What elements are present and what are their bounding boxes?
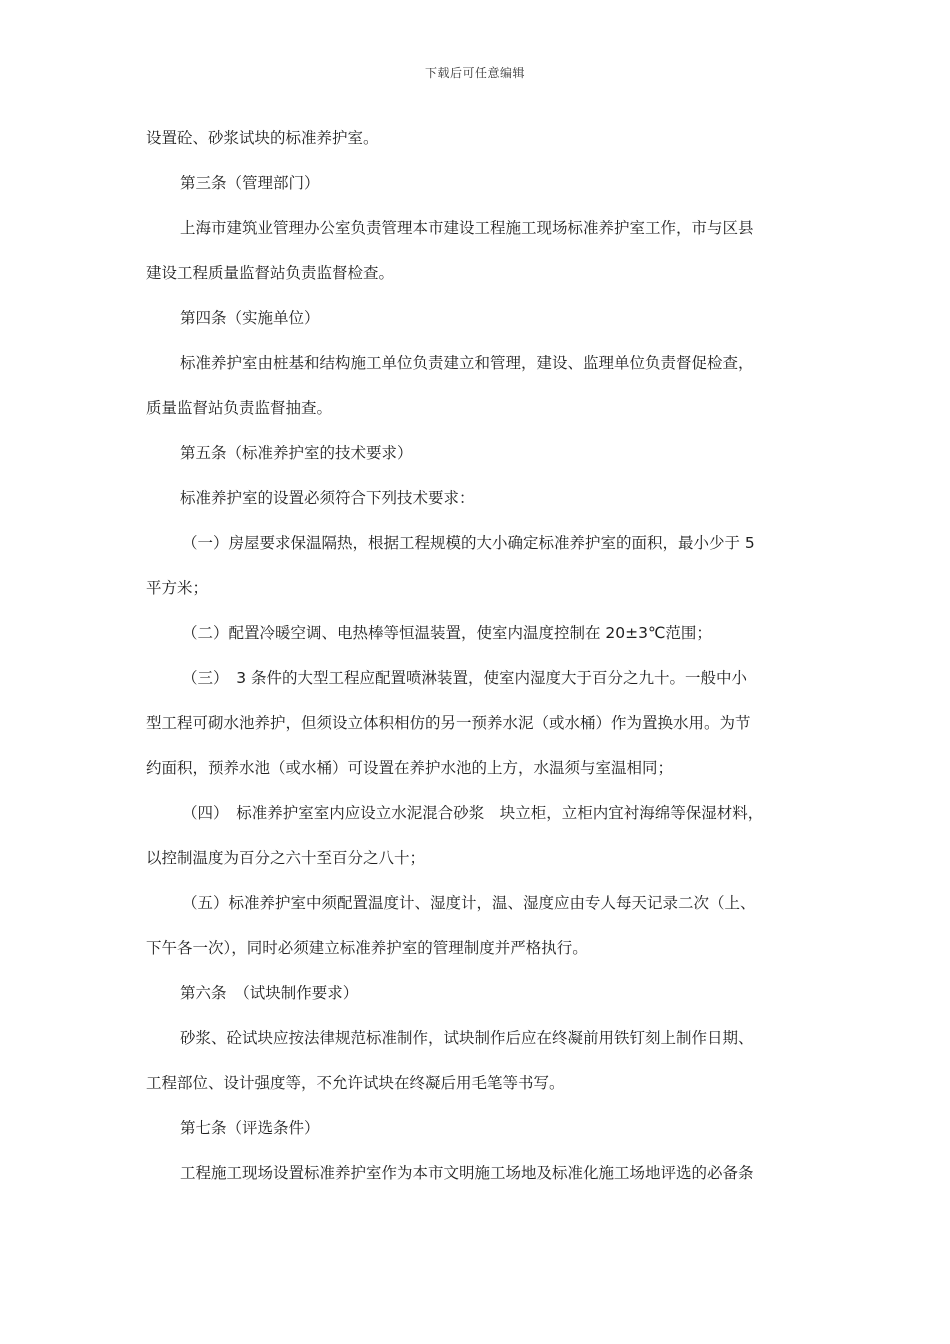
paragraph-line: 下午各一次），同时必须建立标准养护室的管理制度并严格执行。 — [146, 939, 588, 957]
article-heading: 第六条 （试块制作要求） — [180, 984, 359, 1002]
paragraph-line: 标准养护室的设置必须符合下列技术要求： — [180, 489, 475, 507]
paragraph-line: 质量监督站负责监督抽查。 — [146, 399, 333, 417]
paragraph-line: 上海市建筑业管理办公室负责管理本市建设工程施工现场标准养护室工作，市与区县 — [180, 219, 754, 237]
page-header: 下载后可任意编辑 — [424, 66, 525, 80]
article-heading: 第五条（标准养护室的技术要求） — [180, 444, 413, 462]
article-heading: 第七条（评选条件） — [180, 1119, 320, 1137]
list-item-line: （二）配置冷暖空调、电热棒等恒温装置，使室内温度控制在 20±3℃范围； — [182, 624, 712, 642]
article-heading: 第四条（实施单位） — [180, 309, 320, 327]
article-heading: 第三条（管理部门） — [180, 174, 320, 192]
list-item-line: （三） 3 条件的大型工程应配置喷淋装置，使室内湿度大于百分之九十。一般中小 — [182, 669, 748, 687]
paragraph-line: 工程部位、设计强度等，不允许试块在终凝后用毛笔等书写。 — [146, 1074, 565, 1092]
paragraph-line: 标准养护室由桩基和结构施工单位负责建立和管理，建设、监理单位负责督促检查， — [180, 354, 754, 372]
paragraph-line: 设置砼、砂浆试块的标准养护室。 — [146, 129, 379, 147]
list-item-line: （五）标准养护室中须配置温度计、湿度计，温、湿度应由专人每天记录二次（上、 — [182, 894, 756, 912]
paragraph-line: 建设工程质量监督站负责监督检查。 — [146, 264, 395, 282]
paragraph-line: 平方米； — [146, 579, 209, 597]
paragraph-line: 以控制温度为百分之六十至百分之八十； — [146, 849, 426, 867]
paragraph-line: 型工程可砌水池养护，但须设立体积相仿的另一预养水泥（或水桶）作为置换水用。为节 — [146, 714, 751, 732]
paragraph-line: 工程施工现场设置标准养护室作为本市文明施工场地及标准化施工场地评选的必备条 — [180, 1164, 754, 1182]
paragraph-line: 砂浆、砼试块应按法律规范标准制作，试块制作后应在终凝前用铁钉刻上制作日期、 — [180, 1029, 754, 1047]
list-item-line: （四） 标准养护室室内应设立水泥混合砂浆 块立柜，立柜内宜衬海绵等保湿材料， — [182, 804, 764, 822]
paragraph-line: 约面积，预养水池（或水桶）可设置在养护水池的上方，水温须与室温相同； — [146, 759, 674, 777]
list-item-line: （一）房屋要求保温隔热，根据工程规模的大小确定标准养护室的面积，最小少于 5 — [182, 534, 755, 552]
